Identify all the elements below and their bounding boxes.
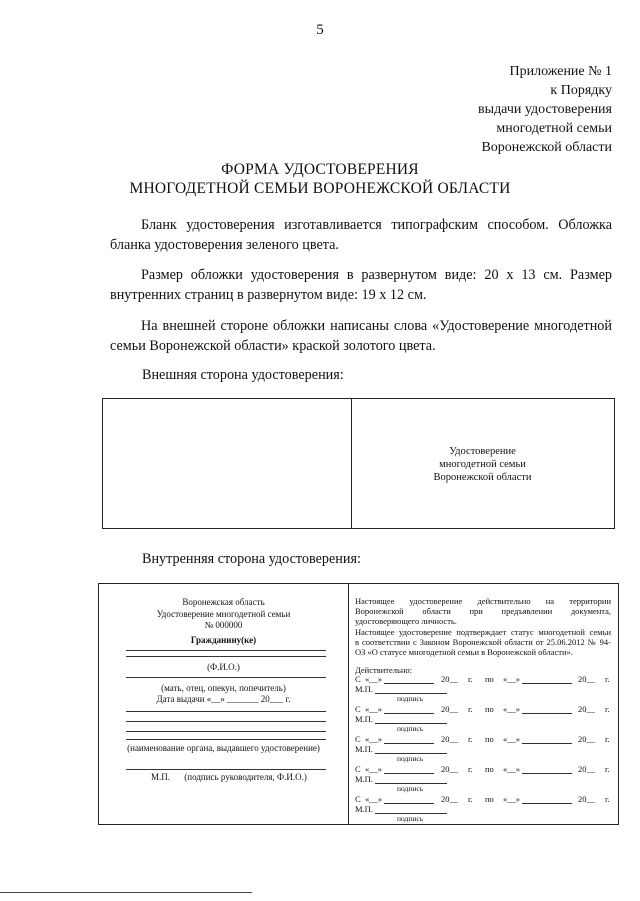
paragraph-blank: Бланк удостоверения изготавливается типографским способом. Обложка бланка удостоверения зеленого цвета.	[110, 217, 612, 253]
signature-caption: (подпись руководителя, Ф.И.О.)	[184, 772, 307, 782]
text-line: в соответствии с Законом Воронежской области от 25.06.2012 № 94-	[355, 636, 611, 647]
row-g: г.	[468, 794, 473, 804]
parents-text: (мать, отец, опекун, попечитель)	[161, 683, 286, 693]
line	[126, 739, 326, 740]
row-g: г.	[605, 734, 610, 744]
region-name: Воронежская область	[182, 597, 265, 607]
row-year: 20__	[441, 734, 458, 744]
stamp-label: М.П.	[355, 744, 373, 754]
signature-caption: подпись	[397, 814, 424, 823]
row-open: «__»	[365, 734, 382, 744]
stamp-label: М.П.	[355, 774, 373, 784]
citizen-text: Гражданину(ке)	[190, 635, 257, 645]
signature-blank	[375, 774, 447, 784]
issue-date-text: Дата выдачи «__» _______ 20___ г.	[156, 694, 291, 704]
parents-caption	[99, 683, 348, 695]
date-blank	[522, 764, 572, 774]
cover-line: Удостоверение	[449, 446, 516, 457]
title-line-1: ФОРМА УДОСТОВЕРЕНИЯ	[221, 161, 419, 178]
line	[126, 656, 326, 657]
row-g: г.	[468, 674, 473, 684]
row-g: г.	[605, 704, 610, 714]
row-year: 20__	[441, 674, 458, 684]
signature-caption: подпись	[397, 754, 424, 763]
row-from: С	[355, 734, 361, 744]
signature-row	[151, 772, 351, 782]
stamp-label: М.П.	[355, 714, 373, 724]
text-line: Воронежской области при предъявлении документа,	[355, 606, 611, 617]
fio-text: (Ф.И.О.)	[207, 662, 240, 672]
inner-side-form	[98, 583, 619, 825]
row-g: г.	[605, 674, 610, 684]
text-line: ОЗ «О статусе многодетной семьи в Воронежской области».	[355, 647, 573, 658]
row-g: г.	[468, 734, 473, 744]
outer-side-label: Внешняя сторона удостоверения:	[142, 367, 344, 383]
row-g: г.	[468, 764, 473, 774]
row-from: С	[355, 764, 361, 774]
line	[126, 711, 326, 712]
row-open: «__»	[365, 764, 382, 774]
certificate-name: Удостоверение многодетной семьи	[156, 608, 291, 619]
line	[126, 721, 326, 722]
stamp-label: М.П.	[355, 804, 373, 814]
row-open: «__»	[503, 794, 520, 804]
signature-blank	[375, 744, 447, 754]
line	[126, 677, 326, 678]
signature-blank	[375, 714, 447, 724]
signature-caption: подпись	[397, 694, 424, 703]
paragraph-cover-text: На внешней стороне обложки написаны слова «Удостоверение многодетной семьи Воронежской области» краской золотого цвета.	[110, 318, 612, 354]
row-to: по	[485, 764, 494, 774]
date-blank	[522, 794, 572, 804]
row-year: 20__	[441, 704, 458, 714]
date-blank	[522, 734, 572, 744]
cover-text	[351, 445, 614, 484]
row-to: по	[485, 704, 494, 714]
row-to: по	[485, 734, 494, 744]
text-line: Настоящее удостоверение подтверждает статус многодетной семьи	[355, 626, 611, 637]
row-to: по	[485, 794, 494, 804]
row-g: г.	[605, 764, 610, 774]
citizen-label	[99, 635, 348, 647]
row-year: 20__	[578, 794, 595, 804]
row-year: 20__	[441, 794, 458, 804]
appendix-line: многодетной семьи	[496, 121, 612, 136]
date-blank	[384, 674, 434, 684]
date-blank	[384, 794, 434, 804]
row-year: 20__	[578, 674, 595, 684]
row-year: 20__	[441, 764, 458, 774]
outer-side-form	[102, 398, 615, 529]
line	[126, 650, 326, 651]
signature-caption: подпись	[397, 724, 424, 733]
text-line: удостоверяющего личность.	[355, 616, 457, 627]
row-from: С	[355, 674, 361, 684]
row-year: 20__	[578, 734, 595, 744]
left-header	[99, 597, 348, 632]
date-blank	[522, 704, 572, 714]
valid-label: Действительно:	[355, 665, 413, 675]
appendix-line: к Порядку	[550, 83, 612, 98]
fold-line	[348, 584, 349, 824]
row-open: «__»	[365, 794, 382, 804]
date-blank	[384, 704, 434, 714]
row-open: «__»	[365, 674, 382, 684]
signature-blank	[375, 804, 447, 814]
row-g: г.	[605, 794, 610, 804]
document-title	[0, 160, 640, 198]
row-from: С	[355, 704, 361, 714]
signature-row	[355, 814, 611, 826]
signature-caption: подпись	[397, 784, 424, 793]
row-open: «__»	[365, 704, 382, 714]
row-g: г.	[468, 704, 473, 714]
cover-line: Воронежской области	[433, 472, 532, 483]
organ-caption	[99, 743, 348, 755]
fio-caption	[99, 662, 348, 674]
row-year: 20__	[578, 764, 595, 774]
row-year: 20__	[578, 704, 595, 714]
appendix-header	[478, 62, 612, 157]
date-blank	[384, 734, 434, 744]
inner-side-label: Внутренняя сторона удостоверения:	[142, 551, 361, 567]
organ-text: (наименование органа, выдавшего удостоверение)	[127, 743, 320, 753]
row-open: «__»	[503, 734, 520, 744]
appendix-line: Приложение № 1	[509, 64, 612, 79]
certificate-number: № 000000	[204, 620, 243, 630]
text-line: Настоящее удостоверение действительно на территории	[355, 596, 611, 606]
row-open: «__»	[503, 704, 520, 714]
line	[126, 769, 326, 770]
row-to: по	[485, 674, 494, 684]
appendix-line: выдачи удостоверения	[478, 102, 612, 117]
validity-text	[355, 596, 611, 657]
row-open: «__»	[503, 674, 520, 684]
appendix-line: Воронежской области	[481, 140, 612, 155]
stamp-label: М.П.	[151, 772, 171, 782]
cover-line: многодетной семьи	[439, 459, 526, 470]
page-number: 5	[316, 22, 324, 38]
date-blank	[384, 764, 434, 774]
footnote-line	[0, 892, 252, 893]
paragraph-size: Размер обложки удостоверения в развернутом виде: 20 х 13 см. Размер внутренних страниц в развернутом виде: 19 х 12 см.	[110, 267, 612, 303]
date-blank	[522, 674, 572, 684]
title-line-2: МНОГОДЕТНОЙ СЕМЬИ ВОРОНЕЖСКОЙ ОБЛАСТИ	[129, 180, 511, 197]
issue-date	[99, 694, 348, 706]
signature-blank	[375, 684, 447, 694]
row-open: «__»	[503, 764, 520, 774]
row-from: С	[355, 794, 361, 804]
line	[126, 731, 326, 732]
stamp-label: М.П.	[355, 684, 373, 694]
